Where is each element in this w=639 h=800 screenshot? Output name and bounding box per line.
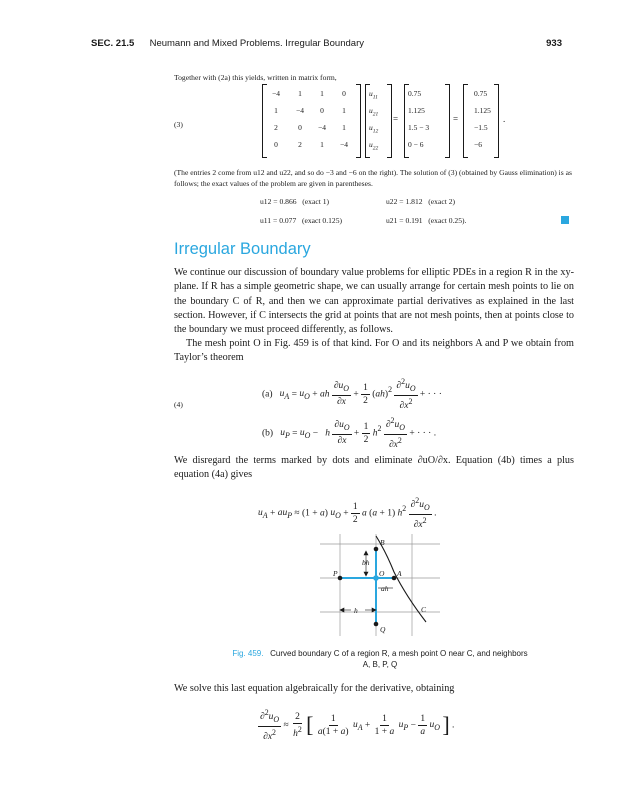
matrix-cell: 1 <box>320 89 324 98</box>
h-arrow <box>340 608 376 612</box>
figure-459 <box>310 532 450 642</box>
paragraph-1: We continue our discussion of boundary value problems for elliptic PDEs in a region R in the xy-plane. If R has a simple geometric shape, we can usually arrange for certain mesh points to lie on the boundary C of R, and then we can approximate partial derivatives as explained in the last section. However, if C intersects the grid at points that are not mesh points, then at points close to the boundary we must proceed differently, as follows. <box>174 267 574 336</box>
figure-caption <box>230 648 530 670</box>
rhs2-cell: 0.75 <box>474 89 488 98</box>
rhs2-cell: −6 <box>474 140 482 149</box>
paragraph-3: We disregard the terms marked by dots and eliminate ∂uO/∂x. Equation (4b) times a plus equation (4a) gives <box>174 455 574 481</box>
solution-u11: u11 = 0.077 (exact 0.125) <box>260 216 343 225</box>
equation-label-3: (3) <box>174 120 183 129</box>
matrix-cell: 0 <box>274 140 278 149</box>
label-p: P <box>333 569 338 578</box>
matrix-cell: 1 <box>320 140 324 149</box>
matrix-cell: −4 <box>296 106 304 115</box>
matrix-cell: −4 <box>272 89 280 98</box>
matrix-cell: 1 <box>342 106 346 115</box>
caption-text: Curved boundary C of a region R, a mesh point O near C, and neighbors A, B, P, Q <box>270 649 528 669</box>
label-b: B <box>380 538 385 547</box>
rhs1-cell: 1.125 <box>408 106 425 115</box>
point-b <box>374 547 379 552</box>
solution-u21: u21 = 0.191 (exact 0.25). <box>386 216 467 225</box>
running-header <box>91 38 364 49</box>
matrix-cell: 1 <box>274 106 278 115</box>
label-a: A <box>397 569 402 578</box>
section-heading: Irregular Boundary <box>174 240 311 258</box>
solution-u12: u12 = 0.866 (exact 1) <box>260 197 330 206</box>
matrix-cell: 2 <box>298 140 302 149</box>
unknown-cell: $u_{11}$ <box>369 89 378 101</box>
page-number: 933 <box>546 38 562 49</box>
point-o <box>373 575 379 581</box>
rhs1-cell: 1.5 − 3 <box>408 123 430 132</box>
header-title: Neumann and Mixed Problems. Irregular Boundary <box>149 38 364 49</box>
combined-equation: $u_A + au_P \approx (1 + a) u_O$ + $\frac{1}{2}$ a (a + 1) $h^2$ $\frac{\partial^2u_O}{\partial x^2}$ . <box>258 496 437 531</box>
label-bh: bh <box>362 558 370 567</box>
matrix-cell: 0 <box>298 123 302 132</box>
intro-line: Together with (2a) this yields, written in matrix form, <box>174 73 337 82</box>
note-text: (The entries 2 come from u12 and u22, and so do −3 and −6 on the right). The solution of (3) (obtained by Gauss elimination) is as follows; the exact values of the problem are given in parentheses. <box>174 168 572 188</box>
final-equation: $\frac{\partial^2u_O}{\partial x^2}$ ≈ $\frac{2}{h^2}$ [ $\frac{1}{a(1 + a)}$ $u_A$ + $\frac{1}{1 + a}$ $u_P$ − $\frac{1}{a}$ $u_O$ ] . <box>260 708 455 743</box>
label-h: h <box>354 606 358 615</box>
matrix-cell: 0 <box>342 89 346 98</box>
point-q <box>374 622 379 627</box>
mesh-grid <box>320 534 440 636</box>
end-of-example-marker <box>561 216 569 224</box>
matrix-cell: 2 <box>274 123 278 132</box>
header-section: SEC. 21.5 <box>91 38 135 49</box>
matrix-cell: 0 <box>320 106 324 115</box>
matrix-cell: −4 <box>318 123 326 132</box>
paragraph-2: The mesh point O in Fig. 459 is of that kind. For O and its neighbors A and P we obtain from Taylor’s theorem <box>174 338 574 364</box>
rhs1-cell: 0 − 6 <box>408 140 424 149</box>
unknown-cell: $u_{12}$ <box>369 123 379 135</box>
matrix-cell: 1 <box>298 89 302 98</box>
matrix-cell: −4 <box>340 140 348 149</box>
label-ah: ah <box>381 584 389 593</box>
rhs1-cell: 0.75 <box>408 89 422 98</box>
point-p <box>338 576 343 581</box>
equation-label-4: (4) <box>174 400 183 409</box>
unknown-cell: $u_{21}$ <box>369 106 379 118</box>
solution-u22: u22 = 1.812 (exact 2) <box>386 197 456 206</box>
paragraph-4: We solve this last equation algebraically for the derivative, obtaining <box>174 683 455 694</box>
rhs2-cell: 1.125 <box>474 106 491 115</box>
label-q: Q <box>380 625 386 634</box>
taylor-eq-b: (b) $u_P = u_O - h$ $\frac{\partial u_O}{\partial x}$ + $\frac{1}{2}$ $h^2$ $\frac{\partial^2u_O}{\partial x^2}$ + · · · . <box>262 416 437 451</box>
matrix-equation: −4 1 1 0 1 −4 0 1 2 0 −4 1 0 2 1 −4 $u_{11}$ $u_{21}$ $u_{12}$ $u_{22}$ = 0.75 1.125 1.5 − 3 0 − 6 = 0.75 1.125 −1.5 −6 . <box>262 84 492 158</box>
taylor-eq-a: (a) $u_A = u_O$ + ah $\frac{\partial u_O}{\partial x}$ + $\frac{1}{2}$ (ah)$^2$ $\frac{\partial^2u_O}{\partial x^2}$ + · · · <box>262 377 442 412</box>
point-a <box>392 576 397 581</box>
unknown-cell: $u_{22}$ <box>369 140 379 152</box>
caption-number: Fig. 459. <box>232 649 264 658</box>
matrix-cell: 1 <box>342 123 346 132</box>
rhs2-cell: −1.5 <box>474 123 488 132</box>
label-o: O <box>379 569 385 578</box>
label-c: C <box>421 605 427 614</box>
